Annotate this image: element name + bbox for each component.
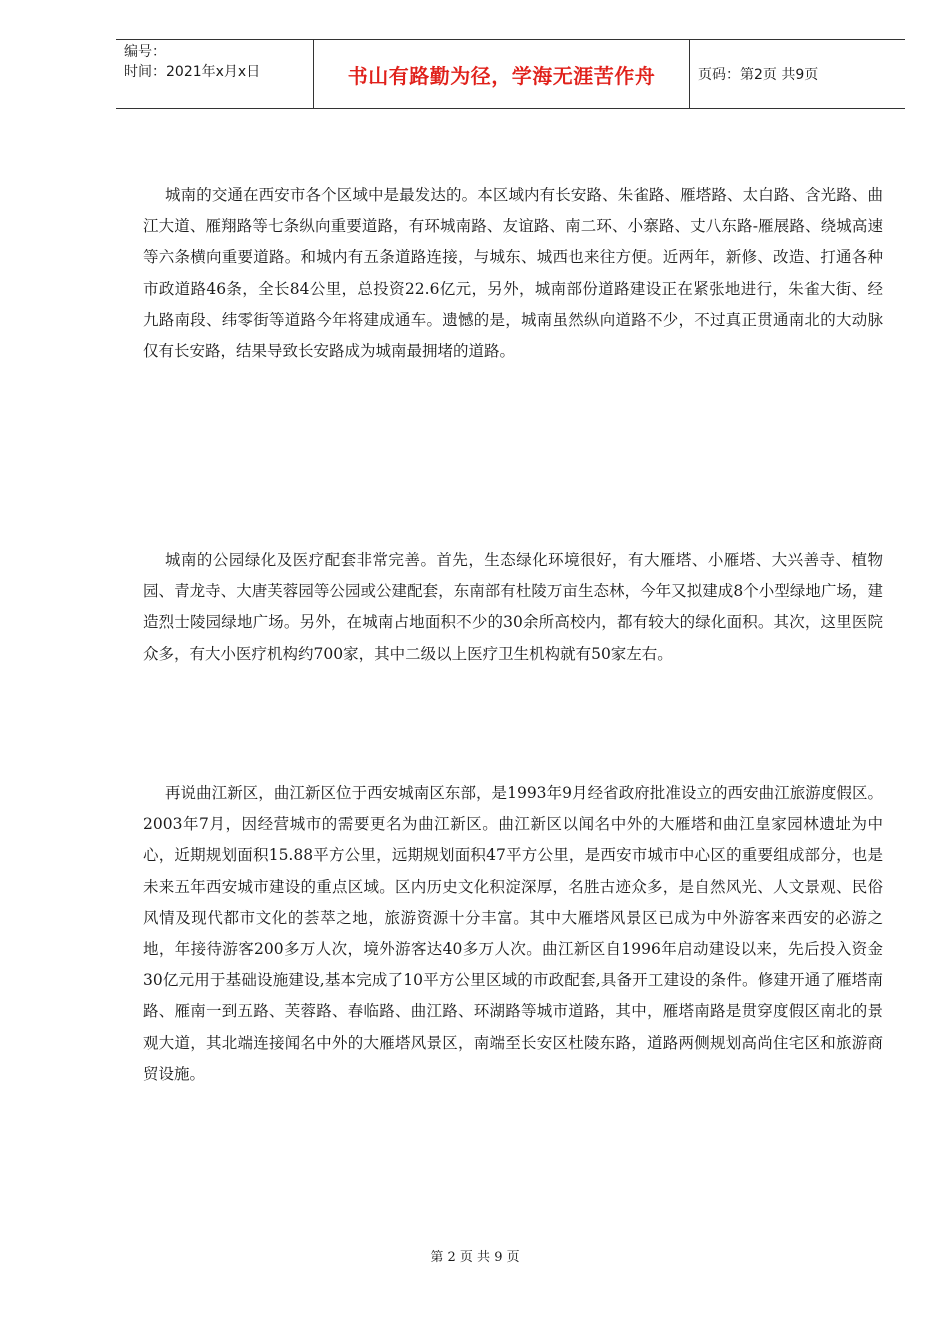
page-header bbox=[116, 39, 905, 109]
header-meta bbox=[116, 40, 314, 108]
paragraph-greenery-medical: 城南的公园绿化及医疗配套非常完善。首先，生态绿化环境很好，有大雁塔、小雁塔、大兴善寺、植物园、青龙寺、大唐芙蓉园等公园或公建配套，东南部有杜陵万亩生态林，今年又拟建成8个小型绿地广场，建造烈士陵园绿地广场。另外，在城南占地面积不少的30余所高校内，都有较大的绿化面积。其次，这里医院众多，有大小医疗机构约700家，其中二级以上医疗卫生机构就有50家左右。 bbox=[143, 551, 883, 663]
header-motto: 书山有路勤为径，学海无涯苦作舟 bbox=[314, 40, 690, 108]
paragraph-traffic: 城南的交通在西安市各个区域中是最发达的。本区域内有长安路、朱雀路、雁塔路、太白路、含光路、曲江大道、雁翔路等七条纵向重要道路，有环城南路、友谊路、南二环、小寨路、丈八东路-雁展路、绕城高速等六条横向重要道路。和城内有五条道路连接，与城东、城西也来往方便。近两年，新修、改造、打通各种市政道路46条，全长84公里，总投资22.6亿元，另外，城南部份道路建设正在紧张地进行，朱雀大街、经九路南段、纬零街等道路今年将建成通车。遗憾的是，城南虽然纵向道路不少，不过真正贯通南北的大动脉仅有长安路，结果导致长安路成为城南最拥堵的道路。 bbox=[143, 186, 883, 361]
document-time-label: 时间：2021年x月x日 bbox=[124, 64, 261, 80]
header-page-info: 页码：第2页 共9页 bbox=[698, 67, 819, 83]
paragraph-qujiang: 再说曲江新区，曲江新区位于西安城南区东部，是1993年9月经省政府批准设立的西安曲江旅游度假区。2003年7月，因经营城市的需要更名为曲江新区。曲江新区以闻名中外的大雁塔和曲江皇家园林遗址为中心，近期规划面积15.88平方公里，远期规划面积47平方公里，是西安市城市中心区的重要组成部分，也是未来五年西安城市建设的重点区域。区内历史文化积淀深厚，名胜古迹众多，是自然风光、人文景观、民俗风情及现代都市文化的荟萃之地，旅游资源十分丰富。其中大雁塔风景区已成为中外游客来西安的必游之地，年接待游客200多万人次，境外游客达40多万人次。曲江新区自1996年启动建设以来，先后投入资金30亿元用于基础设施建设,基本完成了10平方公里区域的市政配套,具备开工建设的条件。修建开通了雁塔南路、雁南一到五路、芙蓉路、春临路、曲江路、环湖路等城市道路，其中，雁塔南路是贯穿度假区南北的景观大道，其北端连接闻名中外的大雁塔风景区，南端至长安区杜陵东路，道路两侧规划高尚住宅区和旅游商贸设施。 bbox=[143, 784, 883, 1083]
page-footer: 第 2 页 共 9 页 bbox=[430, 1250, 520, 1265]
document-number-label: 编号： bbox=[124, 44, 166, 60]
